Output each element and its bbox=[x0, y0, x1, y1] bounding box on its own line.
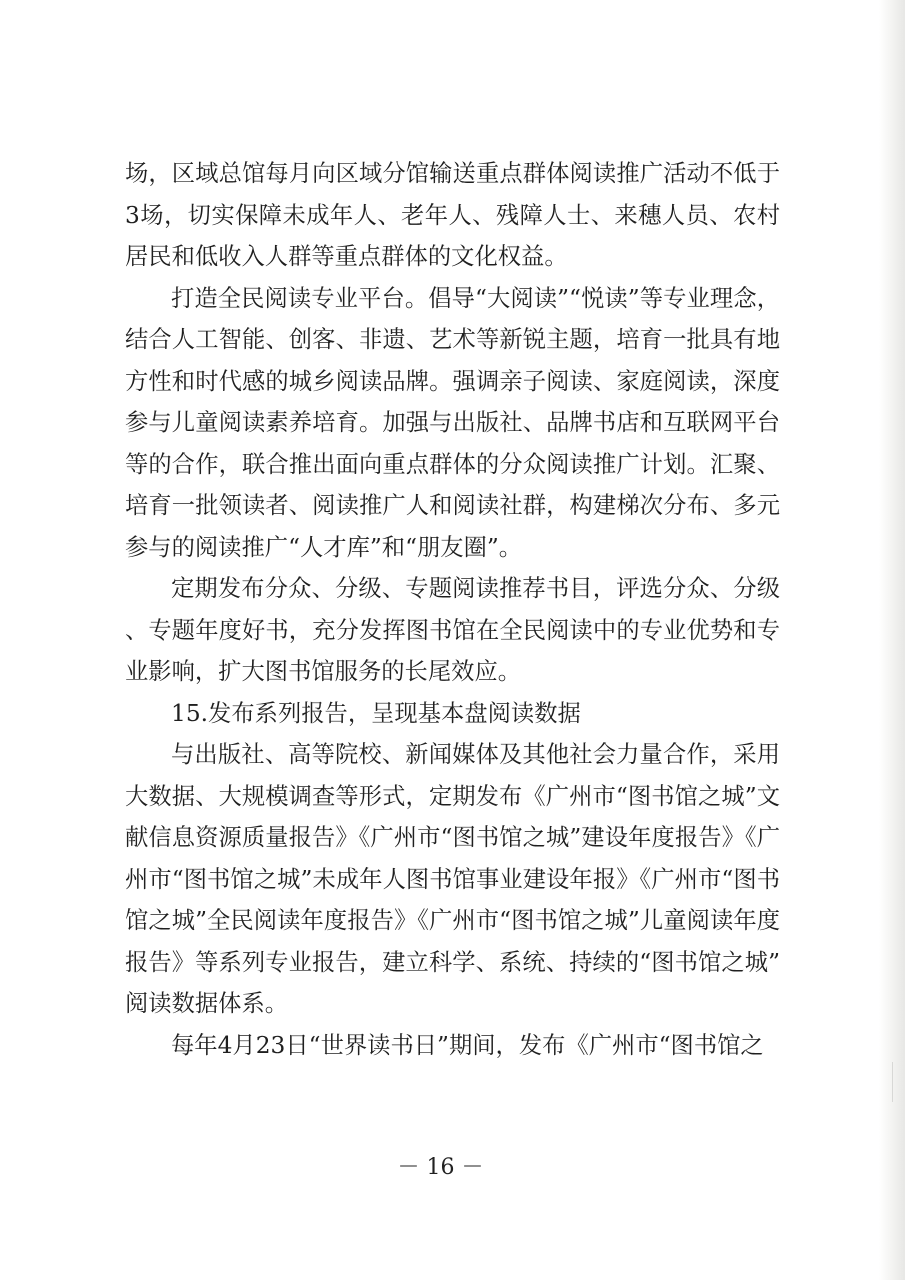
paragraph-2: 打造全民阅读专业平台。倡导“大阅读”“悦读”等专业理念，结合人工智能、创客、非遗、艺术等新锐主题，培育一批具有地方性和时代感的城乡阅读品牌。强调亲子阅读、家庭阅读，深度参与儿童阅读素养培育。加强与出版社、品牌书店和互联网平台等的合作，联合推出面向重点群体的分众阅读推广计划。汇聚、培育一批领读者、阅读推广人和阅读社群，构建梯次分布、多元参与的阅读推广“人才库”和“朋友圈”。 bbox=[125, 284, 780, 561]
paragraph-4: 与出版社、高等院校、新闻媒体及其他社会力量合作，采用大数据、大规模调查等形式，定期发布《广州市“图书馆之城”文献信息资源质量报告》《广州市“图书馆之城”建设年度报告》《广州市“图书馆之城”未成年人图书馆事业建设年报》《广州市“图书馆之城”全民阅读年度报告》《广州市“图书馆之城”儿童阅读年度报告》等系列专业报告，建立科学、系统、持续的“图书馆之城”阅读数据体系。 bbox=[125, 741, 780, 1017]
paragraph-5: 每年4月23日“世界读书日”期间，发布《广州市“图书馆之 bbox=[171, 1031, 764, 1059]
page-number: － 16 － bbox=[397, 1155, 484, 1180]
section-heading-15: 15.发布系列报告，呈现基本盘阅读数据 bbox=[171, 699, 581, 727]
scan-mark bbox=[892, 1062, 893, 1102]
paragraph-3: 定期发布分众、分级、专题阅读推荐书目，评选分众、分级、专题年度好书，充分发挥图书馆在全民阅读中的专业优势和专业影响，扩大图书馆服务的长尾效应。 bbox=[125, 575, 780, 685]
paragraph-1: 场，区域总馆每月向区域分馆输送重点群体阅读推广活动不低于3场，切实保障未成年人、老年人、残障人士、来穗人员、农村居民和低收入人群等重点群体的文化权益。 bbox=[125, 160, 780, 270]
document-body bbox=[125, 153, 780, 1066]
